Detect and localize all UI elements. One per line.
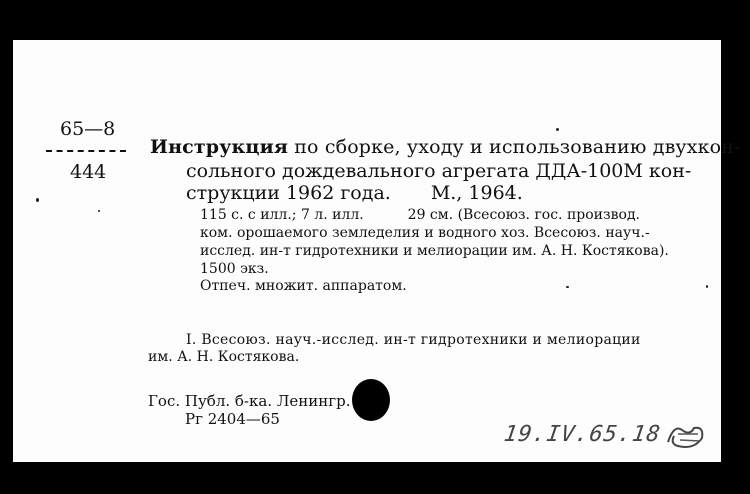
title-heading-word: Инструкция bbox=[150, 136, 289, 158]
title-line-1-rest: по сборке, уходу и использованию двухкон- bbox=[288, 136, 741, 158]
title-line-3-main: струкции 1962 года. bbox=[186, 182, 391, 204]
copies-count: 1500 экз. bbox=[200, 261, 269, 277]
title-line-2: сольного дождевального агрегата ДДА-100М кон- bbox=[186, 160, 692, 182]
dust-speck bbox=[706, 285, 708, 288]
library-name: Гос. Публ. б-ка. Ленингр. bbox=[148, 392, 351, 410]
shelf-mark-divider bbox=[46, 150, 126, 152]
collation-line-3: исслед. ин-т гидротехники и мелиорации им. А. Н. Костякова). bbox=[200, 243, 669, 259]
shelf-mark-bottom: 444 bbox=[70, 161, 107, 183]
dust-speck bbox=[566, 286, 569, 288]
shelf-mark-top: 65—8 bbox=[60, 118, 116, 140]
printing-note: Отпеч. множит. аппаратом. bbox=[200, 278, 407, 294]
handwritten-date: 19.IV.65.18 bbox=[502, 422, 663, 447]
added-entry-line-2: им. А. Н. Костякова. bbox=[148, 349, 300, 365]
library-stamp-mark bbox=[352, 379, 390, 421]
title-line-3 bbox=[186, 182, 523, 204]
collation-pages: 115 с. с илл.; 7 л. илл. bbox=[200, 207, 364, 223]
collation-size: 29 см. (Всесоюз. гос. производ. bbox=[407, 207, 641, 223]
dust-speck bbox=[36, 198, 39, 202]
collation-line-1 bbox=[200, 207, 640, 223]
publication-info: М., 1964. bbox=[430, 182, 523, 204]
library-accession-number: Рг 2404—65 bbox=[185, 410, 280, 428]
collation-line-2: ком. орошаемого земледелия и водного хоз. Всесоюз. науч.- bbox=[200, 225, 650, 241]
dust-speck bbox=[556, 128, 559, 131]
title-line-1 bbox=[150, 136, 741, 158]
added-entry-line-1: I. Всесоюз. науч.-исслед. ин-т гидротехники и мелиорации bbox=[186, 332, 641, 348]
handwritten-scribble-icon bbox=[664, 420, 710, 454]
dust-speck bbox=[98, 210, 100, 212]
